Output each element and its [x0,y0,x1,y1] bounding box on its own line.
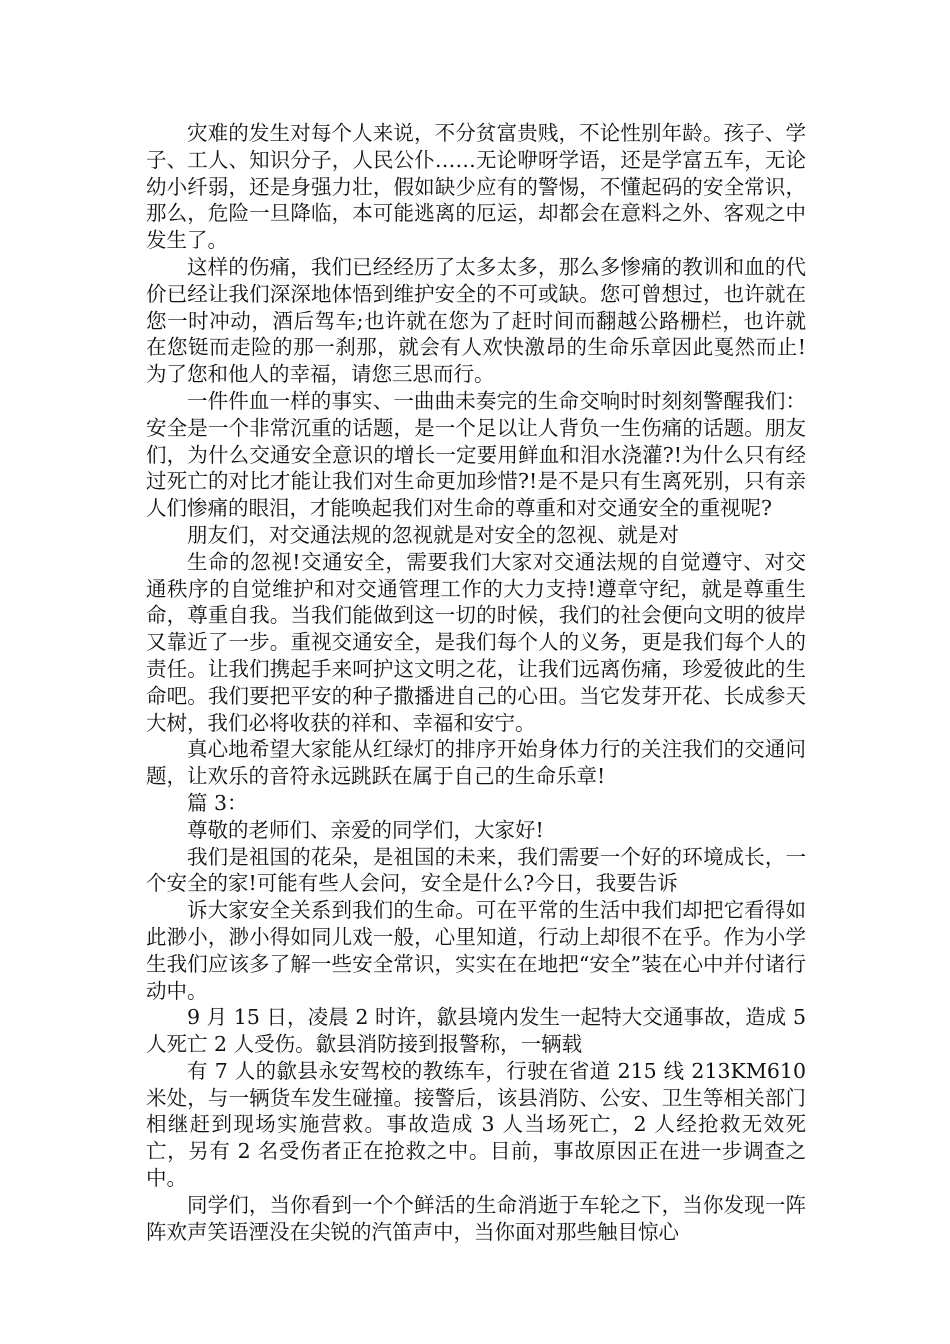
paragraph: 生命的忽视!交通安全，需要我们大家对交通法规的自觉遵守、对交通秩序的自觉维护和对交通管理工作的大力支持!遵章守纪，就是尊重生命，尊重自我。当我们能做到这一切的时候，我们的社会便向文明的彼岸又靠近了一步。重视交通安全，是我们每个人的义务，更是我们每个人的责任。让我们携起手来呵护这文明之花，让我们远离伤痛，珍爱彼此的生命吧。我们要把平安的种子撒播进自己的心田。当它发芽开花、长成参天大树，我们必将收获的祥和、幸福和安宁。 [146,549,806,735]
paragraph: 我们是祖国的花朵，是祖国的未来，我们需要一个好的环境成长，一个安全的家!可能有些人会问，安全是什么?今日，我要告诉 [146,844,806,896]
paragraph: 有 7 人的歙县永安驾校的教练车，行驶在省道 215 线 213KM610 米处，与一辆货车发生碰撞。接警后，该县消防、公安、卫生等相关部门相继赶到现场实施营救。事故造成 3 人当场死亡，2 人经抢救无效死亡，另有 2 名受伤者正在抢救之中。目前，事故原因正在进一步调查之中。 [146,1058,806,1191]
paragraph: 9 月 15 日，凌晨 2 时许，歙县境内发生一起特大交通事故，造成 5 人死亡 2 人受伤。歙县消防接到报警称，一辆载 [146,1005,806,1057]
paragraph: 灾难的发生对每个人来说，不分贫富贵贱，不论性别年龄。孩子、学子、工人、知识分子，人民公仆……无论咿呀学语，还是学富五车，无论幼小纤弱，还是身强力壮，假如缺少应有的警惕，不懂起码的安全常识，那么，危险一旦降临，本可能逃离的厄运，却都会在意料之外、客观之中发生了。 [146,121,806,253]
section-heading: 篇 3： [187,790,248,815]
paragraph: 真心地希望大家能从红绿灯的排序开始身体力行的关注我们的交通问题，让欢乐的音符永远跳跃在属于自己的生命乐章! [146,737,806,789]
paragraph: 诉大家安全关系到我们的生命。可在平常的生活中我们却把它看得如此渺小，渺小得如同儿戏一般，心里知道，行动上却很不在乎。作为小学生我们应该多了解一些安全常识，实实在在地把“安全”装在心中并付诸行动中。 [146,898,806,1003]
paragraph: 这样的伤痛，我们已经经历了太多太多，那么多惨痛的教训和血的代价已经让我们深深地体悟到维护安全的不可或缺。您可曾想过，也许就在您一时冲动，酒后驾车;也许就在您为了赶时间而翻越公路栅栏，也许就在您铤而走险的那一刹那，就会有人欢快激昂的生命乐章因此戛然而止!为了您和他人的幸福，请您三思而行。 [146,254,806,387]
greeting: 尊敬的老师们、亲爱的同学们，大家好! [187,817,544,842]
paragraph: 同学们，当你看到一个个鲜活的生命消逝于车轮之下，当你发现一阵阵欢声笑语湮没在尖锐的汽笛声中，当你面对那些触目惊心 [146,1192,806,1244]
paragraph: 一件件血一样的事实、一曲曲未奏完的生命交响时时刻刻警醒我们：安全是一个非常沉重的话题，是一个足以让人背负一生伤痛的话题。朋友们，为什么交通安全意识的增长一定要用鲜血和泪水浇灌?!为什么只有经过死亡的对比才能让我们对生命更加珍惜?!是不是只有生离死别，只有亲人们惨痛的眼泪，才能唤起我们对生命的尊重和对交通安全的重视呢? [146,388,806,521]
paragraph: 朋友们，对交通法规的忽视就是对安全的忽视、就是对 [187,522,679,547]
document-body [146,120,806,1245]
